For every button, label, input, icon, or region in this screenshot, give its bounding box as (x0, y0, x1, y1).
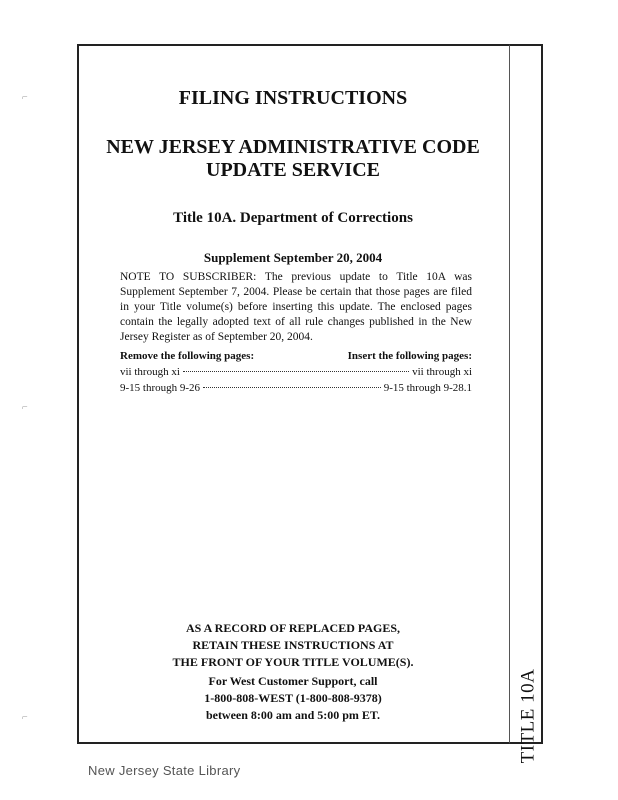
insert-pages: 9-15 through 9-28.1 (383, 382, 472, 394)
tab-label: TITLE 10A (517, 668, 539, 764)
record-instructions (79, 620, 507, 671)
record-line2: RETAIN THESE INSTRUCTIONS AT (192, 638, 394, 652)
insert-header: Insert the following pages: (347, 350, 472, 362)
insert-pages: vii through xi (412, 366, 472, 378)
code-heading (79, 136, 507, 182)
dot-leader (203, 387, 381, 388)
title-line: Title 10A. Department of Corrections (173, 210, 413, 226)
subscriber-note: NOTE TO SUBSCRIBER: The previous update to Title 10A was Supplement September 7, 2004. Please be certain that those pages are filed in your Title volume(s) before inserting this update. The enclosed pages contain the legally adopted text of all rule changes published in the New Jersey Register as of September 20, 2004. (120, 271, 472, 343)
customer-support (79, 673, 507, 724)
page-columns-header (120, 350, 472, 362)
remove-header: Remove the following pages: (120, 350, 255, 362)
tab-label-box (513, 668, 543, 764)
support-line3: between 8:00 am and 5:00 pm ET. (205, 708, 381, 722)
support-line1: For West Customer Support, call (208, 674, 378, 688)
scan-mark: ⌐ (22, 402, 28, 413)
library-stamp: New Jersey State Library (88, 763, 241, 778)
remove-pages: vii through xi (120, 366, 180, 378)
dot-leader (183, 371, 409, 372)
record-line3: THE FRONT OF YOUR TITLE VOLUME(S). (172, 655, 414, 669)
scan-mark: ⌐ (22, 92, 28, 103)
record-line1: AS A RECORD OF REPLACED PAGES, (185, 621, 401, 635)
page-row (120, 382, 472, 394)
remove-pages: 9-15 through 9-26 (120, 382, 201, 394)
code-heading-line2: UPDATE SERVICE (206, 159, 380, 181)
filing-instructions-heading: FILING INSTRUCTIONS (178, 87, 408, 109)
title-tab (509, 44, 543, 764)
scan-mark: ⌐ (22, 712, 28, 723)
supplement-date: Supplement September 20, 2004 (203, 250, 383, 265)
code-heading-line1: NEW JERSEY ADMINISTRATIVE CODE (106, 136, 480, 158)
page-row (120, 366, 472, 378)
support-line2: 1-800-808-WEST (1-800-808-9378) (204, 691, 382, 705)
